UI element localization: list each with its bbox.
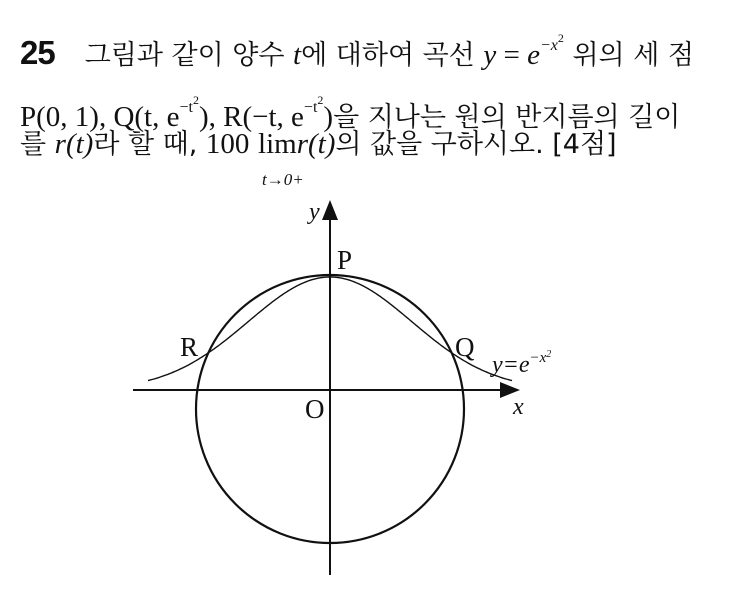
point-Q: Q(t, e [106, 101, 180, 133]
limit-subscript: t→0+ [262, 170, 304, 189]
text-segment: 의 값을 구하시오. [4점] [335, 129, 617, 160]
limit-operator: lim [258, 128, 297, 160]
curve-equation-label [490, 349, 551, 378]
point-Q-label: Q [455, 332, 475, 362]
coefficient-100: 100 [205, 128, 250, 160]
text-segment: 그림과 같이 양수 [84, 40, 294, 71]
text-segment: 을 지나는 원의 반지름의 길이 [333, 102, 681, 133]
point-R-label: R [180, 332, 199, 362]
y-axis-label: y [309, 199, 320, 225]
text-segment: 에 대하여 곡선 [301, 40, 484, 71]
eq-exponent-power: 2 [557, 31, 564, 45]
text-segment: 라 할 때, [93, 129, 206, 160]
point-R: R(−t, e [215, 101, 304, 133]
problem-number: 25 [20, 34, 55, 71]
function-r-t: r(t) [54, 128, 94, 160]
x-axis-label: x [513, 394, 524, 420]
variable-t: t [293, 39, 302, 71]
eq-y: y [483, 39, 497, 71]
point-R-exponent: −t [303, 99, 318, 116]
eq-equals: = [496, 39, 528, 71]
text-segment: 위의 세 점 [563, 40, 694, 71]
eq-exponent: −x [539, 37, 558, 54]
point-P-label: P [337, 245, 353, 275]
curve-equation-exponent-power: 2 [546, 349, 552, 360]
point-R-close: ) [323, 101, 334, 133]
curve-equation-exponent: −x [529, 350, 547, 366]
eq-e: e [527, 39, 540, 71]
point-Q-close: ), [198, 101, 216, 133]
point-Q-exponent-power: 2 [192, 93, 199, 107]
point-R-exponent-power: 2 [317, 93, 324, 107]
text-segment: 를 [20, 129, 55, 160]
origin-label: O [305, 394, 325, 424]
function-r-t-2: r(t) [296, 128, 336, 160]
point-Q-exponent: −t [179, 99, 193, 116]
curve-equation-base: y=e [492, 352, 530, 378]
point-P: P(0, 1), [20, 101, 107, 133]
